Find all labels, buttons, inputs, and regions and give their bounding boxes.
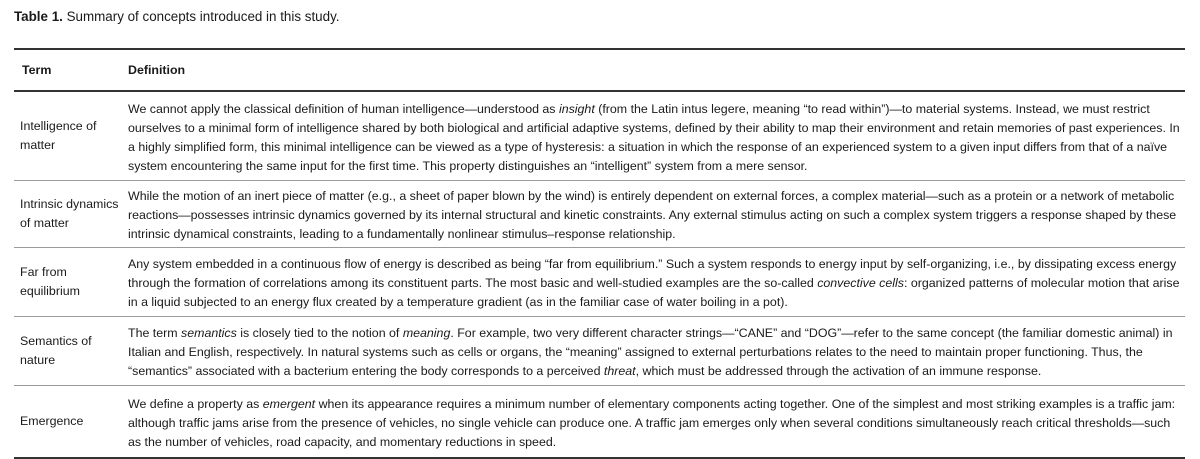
header-term: Term xyxy=(14,49,126,91)
definition-cell xyxy=(126,317,1185,386)
definition-cell xyxy=(126,181,1185,248)
table-header-row xyxy=(14,49,1185,91)
term-cell: Intrinsic dynamics of matter xyxy=(14,181,126,248)
definition-text: We define a property as emergent when its appearance requires a minimum number of elementary components acting together. One of the simplest and most striking examples is a traffic jam: although traffic jams arise from the presence of vehicles, no single vehicle can produce one. A traffic jam emerges only when several conditions simultaneously reach critical thresholds—such as the number of vehicles, road capacity, and momentary reductions in speed. xyxy=(128,396,1176,449)
table-row xyxy=(14,386,1185,459)
table-row xyxy=(14,248,1185,317)
definition-text: Any system embedded in a continuous flow of energy is described as being “far from equilibrium.” Such a system responds to energy input by self-organizing, i.e., by dissipating excess energy through the formation of correlations among its constituent parts. The most basic and well-studied examples are the so-called convective cells: organized patterns of molecular motion that arise in a liquid subjected to an energy flux created by a temperature gradient (as in the familiar case of water boiling in a pot). xyxy=(128,257,1180,309)
italic-term: insight xyxy=(558,101,595,116)
definition-cell xyxy=(126,91,1185,181)
definition-text: The term semantics is closely tied to the notion of meaning. For example, two very different character strings—“CANE” and “DOG”—refer to the same concept (the familiar domestic animal) in Italian and English, respectively. In natural systems such as cells or organs, the “meaning” assigned to external perturbations relates to the need to maintain proper functioning. Thus, the “semantics” associated with a bacterium entering the body corresponds to a perceived threat, which must be addressed through the activation of an immune response. xyxy=(128,326,1173,378)
italic-term: semantics xyxy=(181,326,237,340)
table-row xyxy=(14,317,1185,386)
definition-text: While the motion of an inert piece of matter (e.g., a sheet of paper blown by the wind) is entirely dependent on external forces, a complex material—such as a protein or a network of metabolic reactions—possesses intrinsic dynamics governed by its internal structural and kinetic constraints. Any external stimulus acting on such a complex system triggers a response shaped by these intrinsic dynamical constraints, leading to a fundamentally nonlinear stimulus–response relationship. xyxy=(128,189,1177,241)
table-caption xyxy=(14,8,340,26)
italic-term: emergent xyxy=(262,396,316,411)
table-row xyxy=(14,91,1185,181)
caption-label: Table 1. xyxy=(14,9,63,24)
table-row xyxy=(14,181,1185,248)
term-cell: Intelligence of matter xyxy=(14,91,126,181)
italic-term: threat xyxy=(603,364,636,378)
definition-text: We cannot apply the classical definition of human intelligence—understood as insight (from the Latin intus legere, meaning “to read within”)—to material systems. Instead, we must restrict ourselves to a minimal form of intelligence shared by both biological and artificial adaptive systems, defined by their ability to map their environment and retain memories of past experiences. In a highly simplified form, this minimal intelligence can be viewed as a type of hysteresis: a situation in which the response of an experienced system to a given input differs from that of a naïve system encountering the same input for the first time. This property distinguishes an “intelligent” system from a mere sensor. xyxy=(128,101,1180,173)
italic-term: convective cells xyxy=(817,276,904,290)
definition-cell xyxy=(126,248,1185,317)
concepts-table xyxy=(14,48,1185,459)
caption-text: Summary of concepts introduced in this study. xyxy=(62,9,340,24)
italic-term: meaning xyxy=(402,326,451,340)
term-cell: Emergence xyxy=(14,386,126,459)
definition-cell xyxy=(126,386,1185,459)
term-cell: Far from equilibrium xyxy=(14,248,126,317)
header-definition: Definition xyxy=(126,49,1185,91)
term-cell: Semantics of nature xyxy=(14,317,126,386)
